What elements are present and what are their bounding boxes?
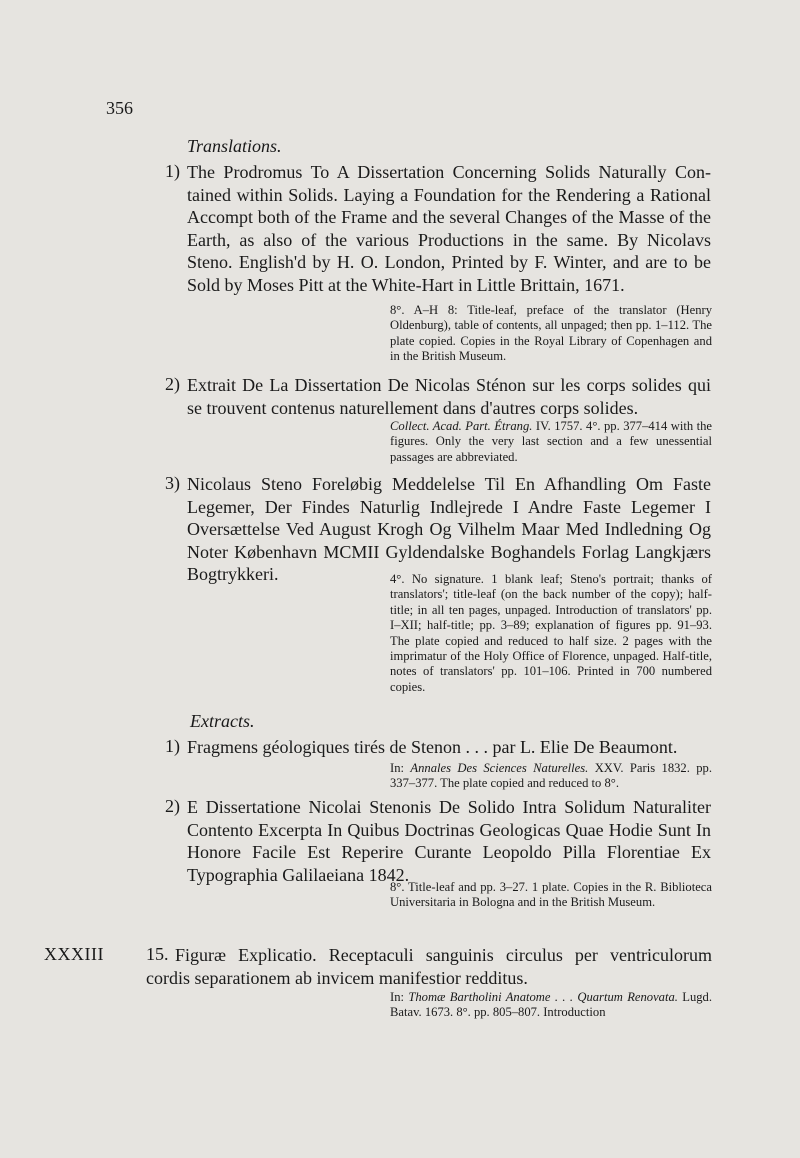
translation-2-note-journal: Collect. Acad. Part. Étrang. (390, 419, 533, 433)
section-xxxiii-note-details: Lugd. Batav. 1673. 8°. pp. 805–807. Introduction (390, 990, 712, 1020)
translation-1-number: 1) (165, 161, 180, 181)
extract-2-number: 2) (165, 796, 180, 816)
translation-2-note-details: IV. 1757. 4°. pp. 377–414 with the figures. Only the very last section and a few unessential passages are abbreviated. (390, 419, 713, 464)
translation-2-note (390, 419, 712, 465)
extract-1-note-prefix: In: (390, 761, 411, 775)
section-xxxiii-note-book: Thomæ Bartholini Anatome . . . Quartum Renovata. (408, 990, 678, 1004)
extract-2-title: E Dissertatione Nicolai Stenonis De Solido Intra Solidum Naturaliter Contento Excerpta In Quibus Doctrinas Geologicas Quae Hodie Sunt In Honore Facile Est Reperire Curante Leopoldo Pilla Florentiae Ex Typographia Galilaeiana 1842. (187, 797, 711, 885)
extract-1-note (390, 761, 712, 792)
translation-3-title: Nicolaus Steno Foreløbig Meddelelse Til En Afhandling Om Faste Legemer, Der Findes Naturlig Indlejrede I Andre Faste Legemer I Oversættelse Ved August Krogh Og Vilhelm Maar Med Indledning Og Noter København MCMII Gyldendalske Boghandels Forlag Langkjærs Bogtrykkeri. (187, 474, 711, 585)
extract-1-note-journal: Annales Des Sciences Naturelles. (410, 761, 589, 775)
extract-2-note: 8°. Title-leaf and pp. 3–27. 1 plate. Copies in the R. Biblioteca Universitaria in Bologna and in the British Museum. (390, 880, 712, 910)
translation-1-title: The Prodromus To A Dissertation Concerning Solids Naturally Contained within Solids. Laying a Foundation for the Rendering a Rational Accompt both of the Frame and the several Changes of the Masse of the Earth, as also of the various Productions in the same. By Nicolavs Steno. English'd by H. O. London, Printed by F. Winter, and are to be Sold by Moses Pitt at the White-Hart in Little Brittain, 1671. (187, 162, 711, 295)
section-xxxiii-label: 15. (146, 944, 169, 964)
translation-1-note: 8°. A–H 8: Title-leaf, preface of the translator (Henry Oldenburg), table of contents, all unpaged; then pp. 1–112. The plate copied. Copies in the Royal Library of Copenhagen and in the British Museum. (390, 303, 712, 364)
translation-2-title: Extrait De La Dissertation De Nicolas Sténon sur les corps solides qui se trouvent contenus naturellement dans d'autres corps solides. (187, 375, 711, 418)
section-xxxiii-title (146, 944, 712, 989)
extracts-heading: Extracts. (190, 711, 255, 731)
section-xxxiii-mark: XXXIII (44, 944, 104, 964)
translation-3-number: 3) (165, 473, 180, 493)
translation-2-number: 2) (165, 374, 180, 394)
section-xxxiii-title-text: Figuræ Explicatio. Receptaculi sanguinis circulus per ventriculorum cordis separationem ab invicem manifestior redditus. (146, 945, 712, 988)
section-xxxiii-note-prefix: In: (390, 990, 409, 1004)
page-number: 356 (106, 98, 133, 118)
section-xxxiii-note (390, 990, 712, 1021)
translation-3-note: 4°. No signature. 1 blank leaf; Steno's portrait; thanks of translators'; title-leaf (on the back number of the copy); half-title; in all ten pages, unpaged. Introduction of translators' pp. I–XII; half-title; pp. 3–89; explanation of figures pp. 91–93. The plate copied and reduced to half size. 2 pages with the imprimatur of the Holy Office of Florence, unpaged. Half-title, notes of translators' pp. 101–106. Printed in 700 numbered copies. (390, 572, 712, 694)
extract-1-title: Fragmens géologiques tirés de Stenon . . . par L. Elie De Beaumont. (187, 737, 678, 757)
translations-heading: Translations. (187, 136, 282, 156)
extract-1-number: 1) (165, 736, 180, 756)
extract-1-note-details: XXV. Paris 1832. pp. 337–377. The plate copied and reduced to 8°. (390, 761, 713, 791)
